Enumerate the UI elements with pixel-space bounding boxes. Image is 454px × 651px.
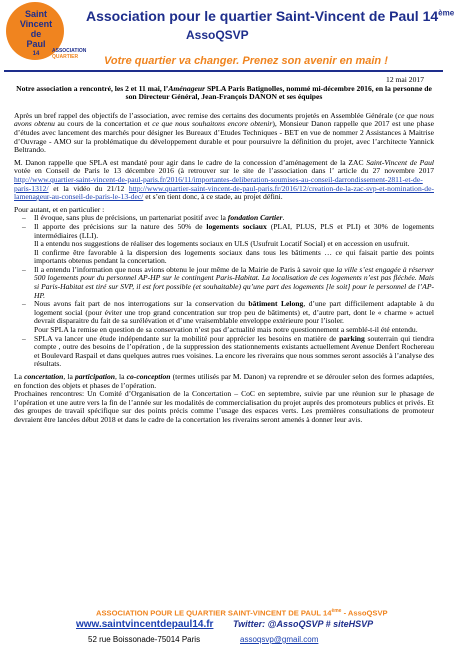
list-item: – SPLA va lancer une étude indépendante sur la mobilité pour apprécier les besoins en matière de parking souterrain qui tiendra compte , outre des besoins de l’opération , de la suppression des stationnements existants actuellement Avenue Denfert Rochereau et Boulevard Raspail et dans quelques autres rues voisines. La encore les riverains que nous sommes seront associés à l’analyse des résultats. [34,335,434,369]
logo-line: Vincent [19,19,53,29]
deliberation-link[interactable]: http://www.quartier-saint-vincent-de-paul-paris.fr/2016/11/importantes-deliberation-soumises-au-conseil-darrondissement-2811-et-de-paris-1312/ [14,174,423,193]
logo-line: de [30,29,42,39]
list-item: – Il évoque, sans plus de précisions, un partenariat positif avec la fondation Cartier. [34,214,434,223]
list-item: – Il apporte des précisions sur la nature des 50% de logements sociaux (PLAI, PLUS, PLS et PLI) et 30% de logements intermédiaires (LLI). Il a entendu nos suggestions de réaliser des logements sociaux en ULS (Usufruit Locatif Social) et en accession en usufruit. Il confirme être favorable à la dispersion des logements sociaux dans tous les bâtiments … ce qui faisait partie des points importants obtenus pendant la concertation. [34,223,434,266]
association-acronym: AssoQSVP [186,28,249,42]
header-divider [4,70,443,72]
points-list [14,214,434,369]
twitter-handle: Twitter: @AssoQSVP # siteHSVP [233,619,374,629]
slogan: Votre quartier va changer. Prenez son avenir en main ! [104,55,388,67]
paragraph-concertation: La concertation, la participation, la co-conception (termes utilisés par M. Danon) va reprendre et se dérouler selon des formes adaptées, en fonction des objets et phases de l’opération. Prochaines rencontres: Un Comité d’Organisation de la Concertation – CoC en septembre, suivie par une réunion sur le phasage de l’opération et une autre vers la fin de l’année sur les modalités de commercialisation du projet auprès des promoteurs publics et privés. Et des groupes de travail spécifique sur des points précis comme l’usage des espaces verts. Les premières consultations de promoteur devraient être lancées début 2018 et dans le cadre de la concertation les riverains seront amenés à donner leur avis. [14,372,434,424]
footer-organization: ASSOCIATION POUR LE QUARTIER SAINT-VINCENT DE PAUL 14ème - AssoQSVP [96,608,388,618]
footer [0,606,447,651]
postal-address: 52 rue Boissonade-75014 Paris [88,635,201,644]
logo-line: 14 [32,51,40,57]
paragraph-pour-autant: Pour autant, et en particulier : [14,204,105,214]
association-logo [6,2,87,64]
website-link[interactable]: www.saintvincentdepaul14.fr [76,619,214,630]
logo-brand-line: ASSOCIATION [52,48,87,54]
email-link[interactable]: assoqsvp@gmail.com [240,635,319,644]
video-link[interactable]: http://www.quartier-saint-vincent-de-paul-paris.fr/2016/12/creation-de-la-zac-svp-et-nomination-de-lamenageur-au-conseil-de-paris-le-13-dec/ [14,183,434,202]
paragraph-mandate: M. Danon rappelle que SPLA est mandaté pour agir dans le cadre de la concession d’aménagement de la ZAC Saint-Vincent de Paul votée en Conseil de Paris le 13 décembre 2016 (à retrouver sur le site de l’association dans l’ article du 27 novembre 2017 http://www.quartier-saint-vincent-de-paul-paris.fr/2016/11/importantes-deliberation-soumises-au-conseil-darrondissement-2811-et-de-paris-1312/ et la vidéo du 21/12 http://www.quartier-saint-vincent-de-paul-paris.fr/2016/12/creation-de-la-zac-svp-et-nomination-de-lamenageur-au-conseil-de-paris-le-13-dec/ et s’en tient donc, à ce stade, au projet défini. [14,157,435,202]
list-item: – Il a entendu l’information que nous avions obtenu le jour même de la Mairie de Paris à savoir que la ville s’est engagée à réserver 500 logements pour du personnel AP-HP sur le contingent Paris-Habitat. La localisation de ces logements n’est pas fléchée. Mais si Paris-Habitat est tiré sur SVP, il est fort possible (et souhaitable) qu’une part des logements [le soit] pour le personnel de l’AP-HP. [34,266,434,300]
list-item: – Nous avons fait part de nos interrogations sur la conservation du bâtiment Lelong, d’une part difficilement adaptable à du logement social (pour éviter une trop grand concentration sur trop peu de bâtiments) et, d’autre part, dont le « charme » actuel devrait disparaitre du fait de sa surélévation et d’une vraisemblable enveloppe extérieure pour l’isoler. Pour SPLA la remise en question de sa conservation n’est pas d’actualité mais notre questionnement a semblé-t-il été entendu. [34,300,434,334]
logo-brand-line: QUARTIER [52,54,79,60]
logo-line: Saint [24,9,47,19]
logo-brand [52,48,86,60]
association-title: Association pour le quartier Saint-Vincent de Paul 14ème [86,8,454,24]
paragraph-intro: Après un bref rappel des objectifs de l’association, avec remise des certains des documents projetés en Assemblée Générale (ce que nous avons obtenu au cours de la concertation et ce que nous souhaitons encore obtenir), Monsieur Danon rappelle que 2017 est une phase d’études avec lancement des marchés pour désigner les Bureaux d’Etudes Techniques - BET en vue de nommer 2 Assistances à Maitrise d’Ouvrage - AMO sur la problématique du développement durable et pour poursuivre la définition du projet, avec l’architecte Yannick Beltrando. [14,110,434,155]
article-title: Notre association a rencontré, les 2 et 11 mai, l’Aménageur SPLA Paris Batignolles, nommé mi-décembre 2016, en la personne de son Directeur Général, Jean-François DANON et ses équipes [16,83,432,102]
article-date: 12 mai 2017 [386,75,424,84]
logo-line: Paul [26,39,46,49]
article-body [14,76,434,429]
